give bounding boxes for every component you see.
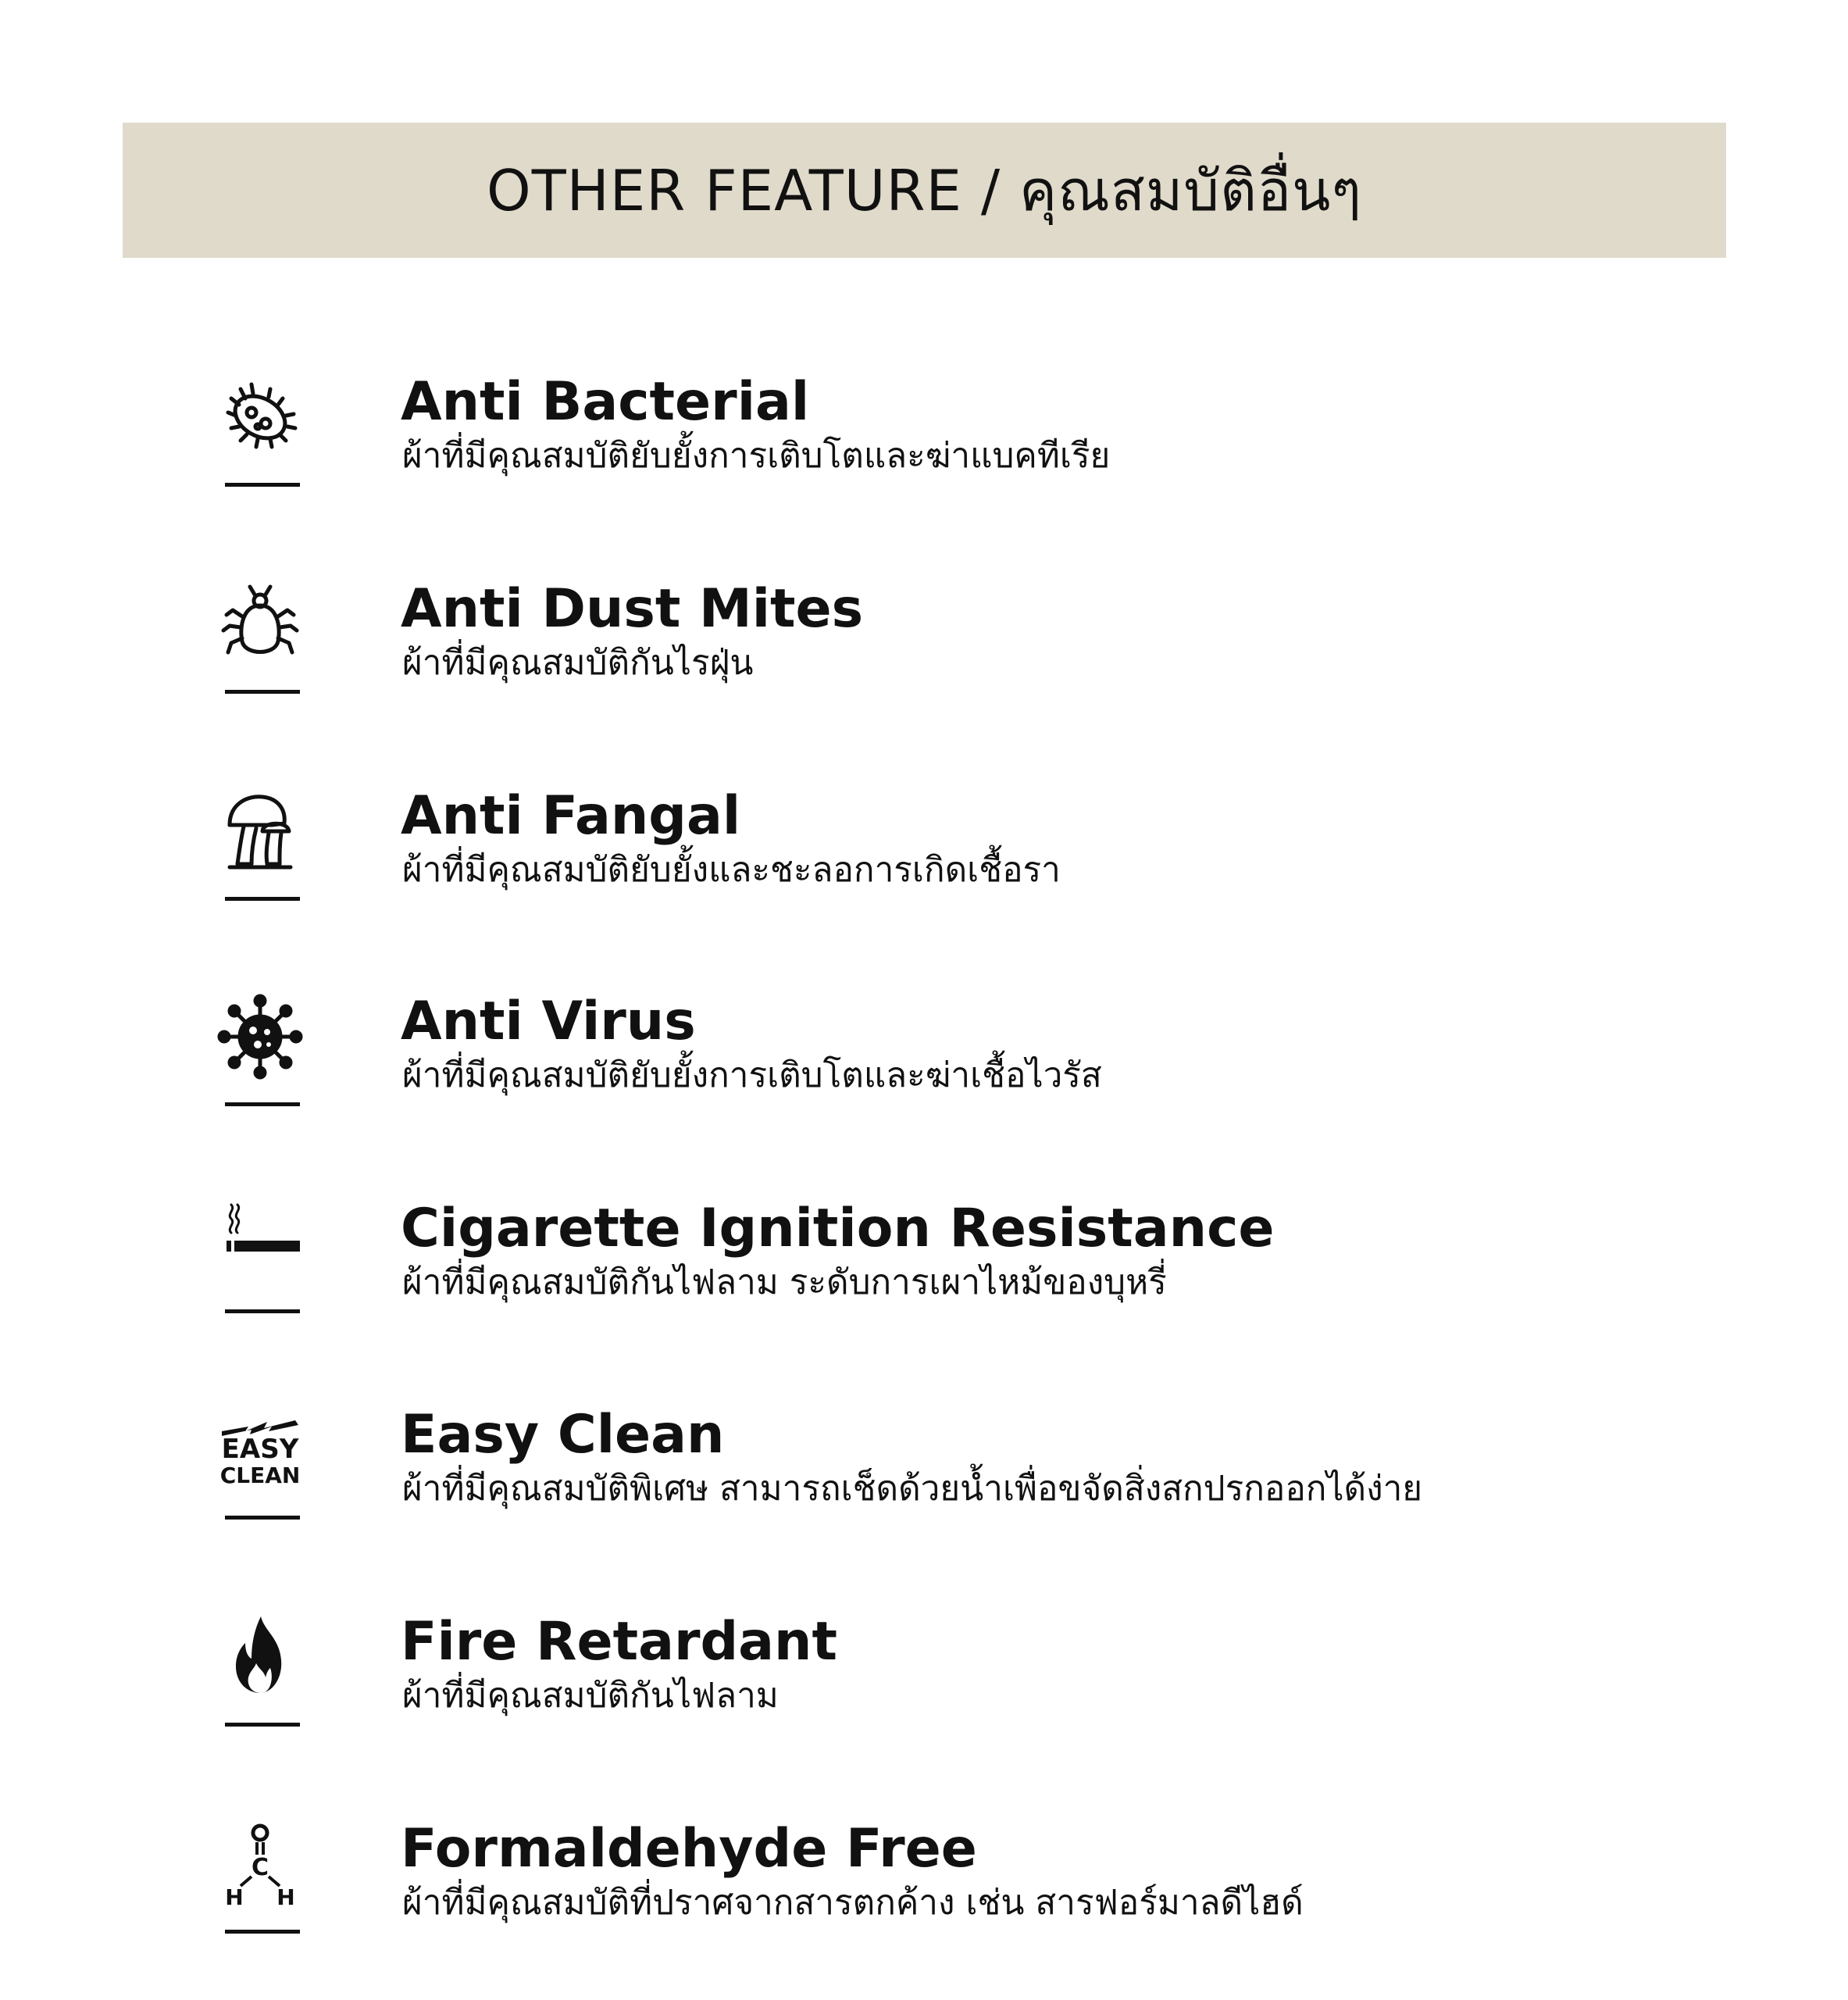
easy-clean-icon [217,1405,303,1498]
feature-title: Anti Bacterial [401,371,810,433]
icon-underline [225,1516,300,1520]
feature-item-easy-clean [0,1400,1848,1556]
feature-item-fire-retardant [0,1607,1848,1763]
feature-item-anti-dust-mites [0,574,1848,730]
icon-underline [225,1723,300,1727]
feature-item-anti-bacterial [0,367,1848,523]
feature-title: Cigarette Ignition Resistance [401,1198,1275,1259]
bacteria-icon [217,372,303,466]
icon-underline [225,690,300,694]
feature-item-anti-virus [0,987,1848,1143]
feature-title: Anti Dust Mites [401,578,864,640]
formaldehyde-molecule-icon [217,1819,303,1912]
easy-clean-icon-line2: CLEAN [219,1462,301,1488]
feature-title: Easy Clean [401,1404,725,1466]
header-band [123,123,1726,258]
feature-title: Anti Fangal [401,785,741,847]
feature-description: ผ้าที่มีคุณสมบัติกันไรฝุ่น [402,643,754,683]
feature-description: ผ้าที่มีคุณสมบัติยับยั้งการเติบโตและฆ่าเชื้อไวรัส [402,1055,1102,1095]
mushroom-icon [217,786,303,880]
icon-underline [225,897,300,901]
feature-title: Fire Retardant [401,1611,837,1673]
feature-description: ผ้าที่มีคุณสมบัติกันไฟลาม ระดับการเผาไหม้ของบุหรี่ [402,1262,1167,1302]
dust-mite-icon [217,579,303,673]
molecule-hydrogen-left-label: H [225,1884,244,1910]
molecule-oxygen-label: O [217,1819,218,1820]
feature-title: Formaldehyde Free [401,1818,977,1880]
easy-clean-icon-line1: EASY [221,1434,299,1465]
molecule-carbon-label: C [251,1854,269,1881]
feature-description: ผ้าที่มีคุณสมบัติยับยั้งและชะลอการเกิดเชื้อรา [402,850,1061,890]
page-title: OTHER FEATURE / คุณสมบัติอื่นๆ [487,158,1362,223]
cigarette-icon [217,1198,303,1292]
feature-description: ผ้าที่มีคุณสมบัติยับยั้งการเติบโตและฆ่าแบคทีเรีย [402,436,1111,476]
icon-underline [225,1930,300,1934]
icon-underline [225,483,300,487]
flame-icon [217,1612,303,1705]
feature-description: ผ้าที่มีคุณสมบัติพิเศษ สามารถเช็ดด้วยน้ำเพื่อขจัดสิ่งสกปรกออกได้ง่าย [402,1469,1423,1509]
feature-item-cigarette-ignition-resistance [0,1194,1848,1350]
molecule-hydrogen-right-label: H [276,1884,295,1910]
feature-description: ผ้าที่มีคุณสมบัติกันไฟลาม [402,1676,779,1716]
icon-underline [225,1309,300,1313]
feature-title: Anti Virus [401,991,696,1052]
feature-item-anti-fangal [0,781,1848,938]
feature-item-formaldehyde-free [0,1814,1848,1970]
icon-underline [225,1102,300,1106]
feature-description: ผ้าที่มีคุณสมบัติที่ปราศจากสารตกค้าง เช่น สารฟอร์มาลดีไฮด์ [402,1883,1304,1923]
virus-icon [217,991,303,1085]
